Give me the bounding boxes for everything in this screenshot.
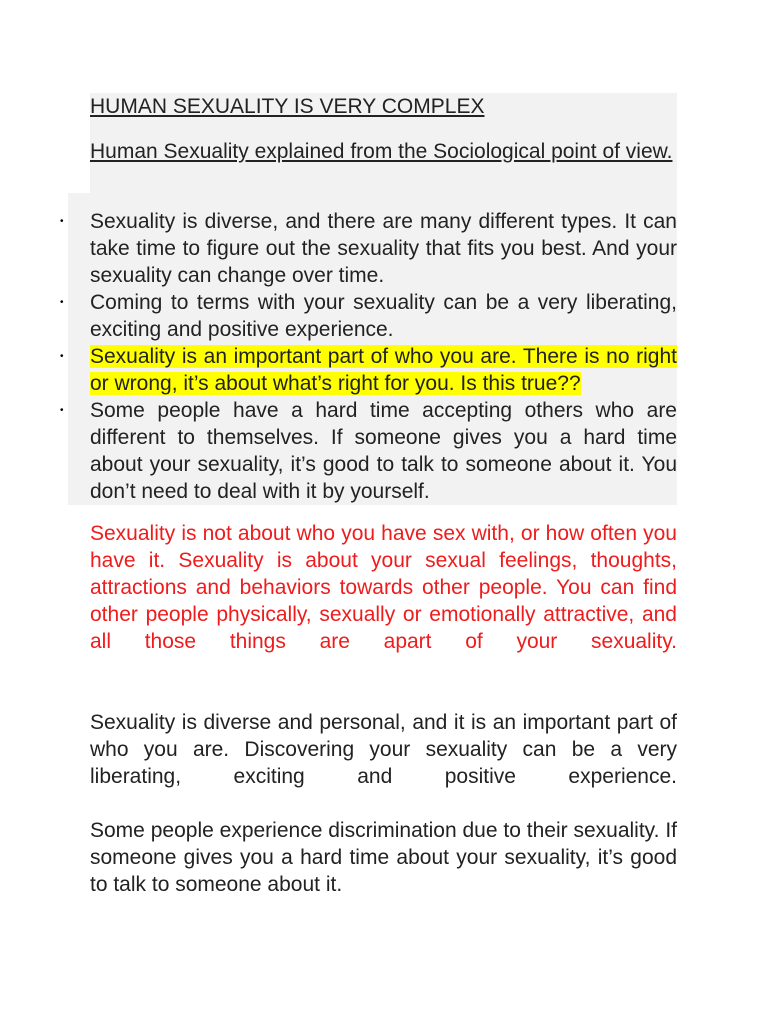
bullet-text: Coming to terms with your sexuality can be a very liberating, exciting and positive experience. bbox=[90, 291, 677, 341]
bullet-text: Some people have a hard time accepting others who are different to themselves. If someone gives you a hard time about your sexuality, it’s good to talk to someone about it. You don’t need to deal with it by yourself. bbox=[90, 399, 677, 503]
body-paragraph-diverse: Sexuality is diverse and personal, and it is an important part of who you are. Discovering your sexuality can be a very liberating, exciting and positive experience. bbox=[90, 711, 677, 788]
bullet-list bbox=[60, 208, 677, 505]
bullet-item bbox=[60, 397, 677, 505]
document-title: HUMAN SEXUALITY IS VERY COMPLEX bbox=[90, 95, 485, 118]
red-paragraph: Sexuality is not about who you have sex with, or how often you have it. Sexuality is about your sexual feelings, thoughts, attractions and behaviors towards other people. You can find other people physically, sexually or emotionally attractive, and all those things are apart of your sexuality. bbox=[90, 522, 677, 653]
bullet-item-highlighted bbox=[60, 343, 677, 397]
bullet-icon: • bbox=[60, 405, 64, 416]
body-paragraph-discrimination: Some people experience discrimination due to their sexuality. If someone gives you a hard time about your sexuality, it’s good to talk to someone about it. bbox=[90, 819, 677, 896]
bullet-text: Sexuality is diverse, and there are many different types. It can take time to figure out the sexuality that fits you best. And your sexuality can change over time. bbox=[90, 210, 677, 287]
bullet-icon: • bbox=[60, 351, 64, 362]
bullet-item bbox=[60, 208, 677, 289]
highlighted-bullet-text: Sexuality is an important part of who you are. There is no right or wrong, it’s about what’s right for you. Is this true?? bbox=[90, 345, 677, 395]
bullet-item bbox=[60, 289, 677, 343]
document-subtitle: Human Sexuality explained from the Sociological point of view. bbox=[90, 140, 673, 163]
bullet-icon: • bbox=[60, 297, 64, 308]
bullet-icon: • bbox=[60, 216, 64, 227]
